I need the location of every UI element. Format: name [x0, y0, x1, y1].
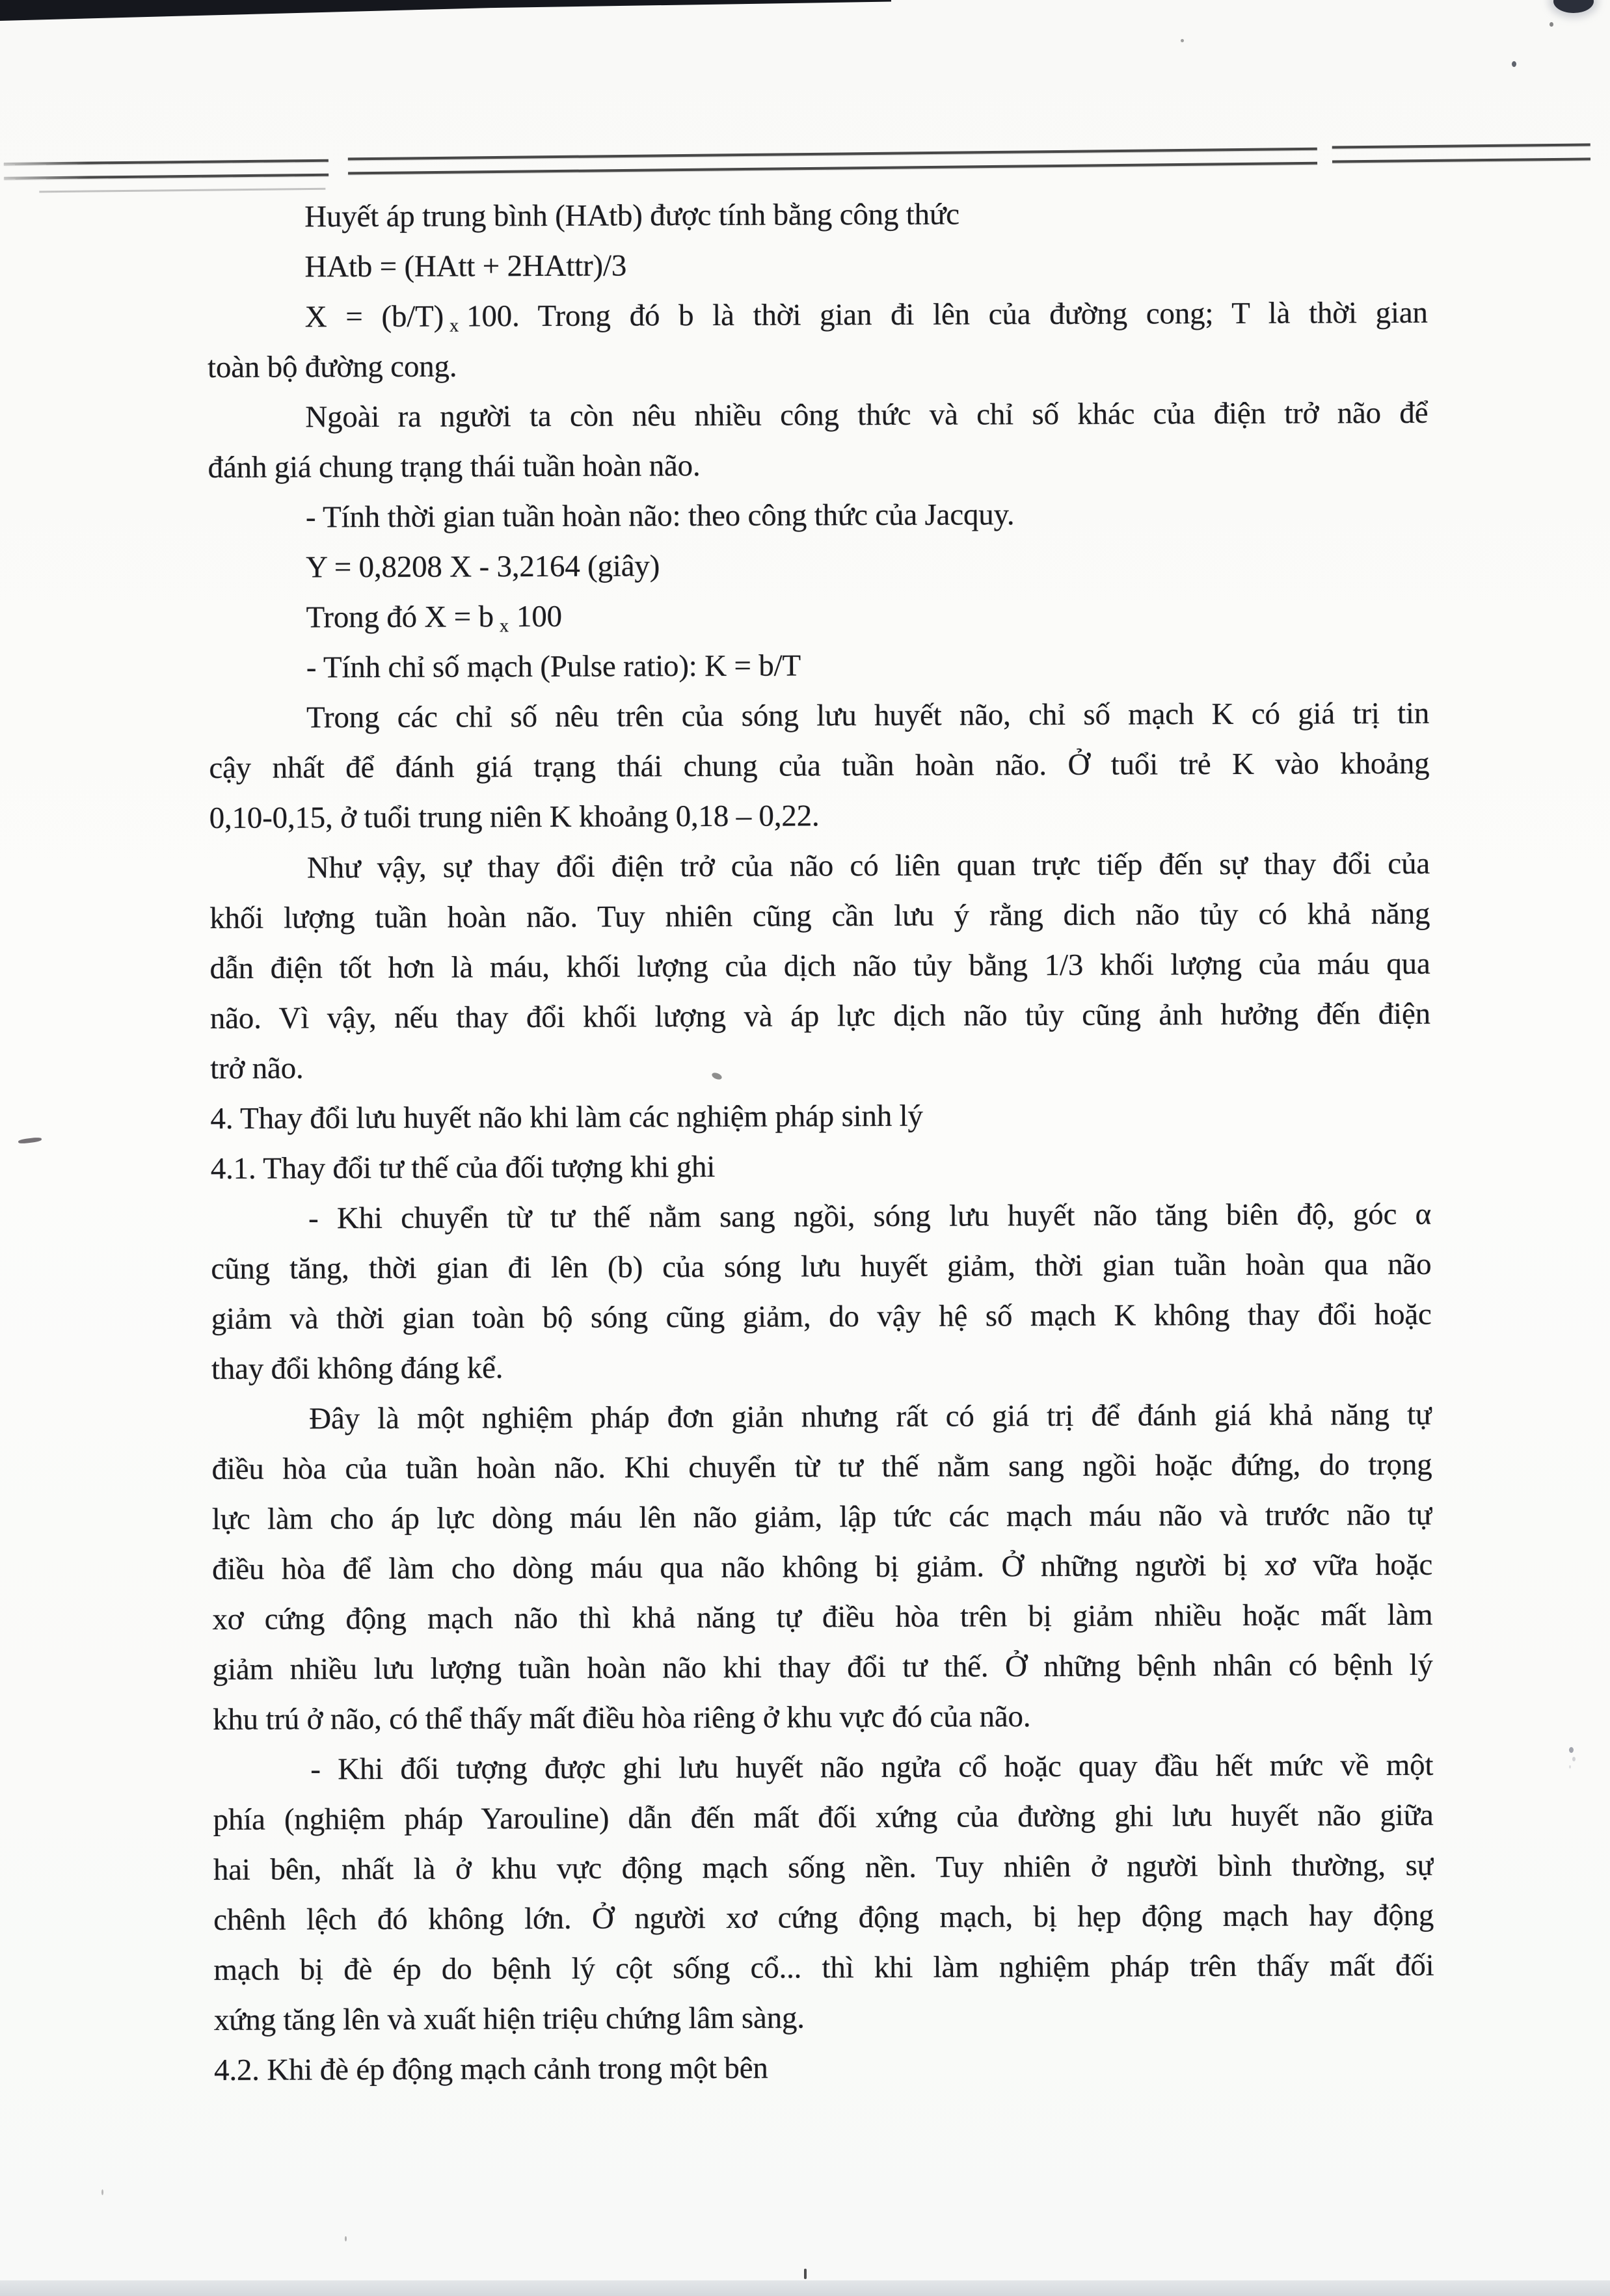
- text-line: cậy nhất để đánh giá trạng thái chung của tuần hoàn não. Ở tuổi trẻ K vào khoảng: [209, 746, 1430, 785]
- text-line: lực làm cho áp lực dòng máu lên não giảm, lập tức các mạch máu não và trước não tự: [211, 1497, 1432, 1536]
- text-line: trở não.: [210, 1051, 304, 1086]
- text-line: dẫn điện tốt hơn là máu, khối lượng của dịch não tủy bằng 1/3 khối lượng của máu qua: [209, 946, 1430, 985]
- text-line: - Khi chuyển từ tư thế nằm sang ngồi, sóng lưu huyết não tăng biên độ, góc α: [308, 1197, 1432, 1236]
- scan-speck: [1512, 61, 1516, 67]
- text-line: toàn bộ đường cong.: [207, 349, 457, 384]
- text-line: Huyết áp trung bình (HAtb) được tính bằng công thức: [304, 197, 959, 234]
- text-segment: 100: [516, 599, 562, 634]
- text-line: - Tính chỉ số mạch (Pulse ratio): K = b/T: [306, 648, 801, 685]
- scan-smudge: [18, 1137, 42, 1144]
- text-line: Trong các chỉ số nêu trên của sóng lưu huyết não, chỉ số mạch K có giá trị tin: [306, 696, 1430, 735]
- text-line: Đây là một nghiệm pháp đơn giản nhưng rất có giá trị để đánh giá khả năng tự: [309, 1397, 1432, 1436]
- section-heading: 4.1. Thay đổi tư thế của đối tượng khi ghi: [210, 1150, 716, 1186]
- ruled-line: [4, 159, 329, 165]
- text-line: HAtb = (HAtt + 2HAttr)/3: [304, 248, 627, 284]
- text-line: não. Vì vậy, nếu thay đổi khối lượng và áp lực dịch não tủy cũng ảnh hưởng đến điện: [209, 996, 1430, 1035]
- section-heading: 4. Thay đổi lưu huyết não khi làm các nghiệm pháp sinh lý: [210, 1099, 923, 1136]
- scan-speck: [345, 2236, 347, 2241]
- text-line: Như vậy, sự thay đổi điện trở của não có liên quan trực tiếp đến sự thay đổi của: [306, 846, 1430, 885]
- scan-speck: [1181, 39, 1184, 42]
- text-line: cũng tăng, thời gian đi lên (b) của sóng lưu huyết giảm, thời gian tuần hoàn qua não: [211, 1247, 1432, 1286]
- text-line formula-line: [208, 589, 1429, 643]
- scan-bottom-edge: [0, 2280, 1610, 2296]
- text-line formula-line: Y = 0,8208 X - 3,2164 (giây): [306, 549, 660, 585]
- text-segment: Trong đó X = b: [306, 600, 494, 635]
- ruled-line: [4, 174, 329, 180]
- text-line: khối lượng tuần hoàn não. Tuy nhiên cũng cần lưu ý rằng dich não tủy có khả năng: [209, 896, 1430, 935]
- scan-speck: [1569, 1747, 1574, 1753]
- subscript: x: [499, 616, 509, 637]
- text-line: chênh lệch đó không lớn. Ở người xơ cứng động mạch, bị hẹp động mạch hay động: [213, 1898, 1434, 1937]
- text-segment: X = (b/T): [304, 299, 444, 334]
- text-line: xơ cứng động mạch não thì khả năng tự điều hòa trên bị giảm nhiều hoặc mất làm: [212, 1597, 1433, 1636]
- text-line: thay đổi không đáng kể.: [211, 1351, 503, 1386]
- text-line: xứng tăng lên và xuất hiện triệu chứng lâm sàng.: [213, 2001, 805, 2037]
- text-segment: 100. Trong đó b là thời gian đi lên của đường cong; T là thời gian: [466, 295, 1428, 334]
- text-line: đánh giá chung trạng thái tuần hoàn não.: [208, 449, 701, 485]
- text-line formula-line: [208, 288, 1428, 343]
- document-text-block: [207, 188, 1434, 2096]
- text-line: điều hòa của tuần hoàn não. Khi chuyển từ tư thế nằm sang ngồi hoặc đứng, do trọng: [211, 1447, 1432, 1486]
- text-line: - Khi đối tượng được ghi lưu huyết não ngửa cổ hoặc quay đầu hết mức về một: [310, 1748, 1434, 1787]
- ruled-line: [1332, 157, 1590, 163]
- scan-speck: [804, 2269, 807, 2279]
- text-line: mạch bị đè ép do bệnh lý cột sống cổ... thì khi làm nghiệm pháp trên thấy mất đối: [213, 1948, 1434, 1987]
- text-line: 0,10-0,15, ở tuổi trung niên K khoảng 0,18 – 0,22.: [209, 799, 820, 835]
- text-line: - Tính thời gian tuần hoàn não: theo công thức của Jacquy.: [305, 498, 1015, 535]
- text-line: phía (nghiệm pháp Yarouline) dẫn đến mất đối xứng của đường ghi lưu huyết não giữa: [213, 1798, 1434, 1837]
- text-line: Ngoài ra người ta còn nêu nhiều công thức và chỉ số khác của điện trở não để: [305, 395, 1429, 434]
- ruled-line: [348, 148, 1317, 161]
- text-line: khu trú ở não, có thể thấy mất điều hòa riêng ở khu vực đó của não.: [212, 1700, 1031, 1737]
- text-line: hai bên, nhất là ở khu vực động mạch sống nền. Tuy nhiên ở người bình thường, sự: [213, 1848, 1434, 1887]
- scan-speck: [1550, 22, 1553, 27]
- text-line: giảm và thời gian toàn bộ sóng cũng giảm, do vậy hệ số mạch K không thay đổi hoặc: [211, 1297, 1432, 1336]
- scan-speck: [101, 2189, 103, 2195]
- text-line: giảm nhiều lưu lượng tuần hoàn não khi thay đổi tư thế. Ở những bệnh nhân có bệnh lý: [212, 1648, 1433, 1687]
- ruled-line: [348, 162, 1317, 175]
- text-line: điều hòa để làm cho dòng máu qua não không bị giảm. Ở những người bị xơ vữa hoặc: [212, 1547, 1433, 1586]
- subscript: x: [449, 315, 459, 336]
- section-heading: 4.2. Khi đè ép động mạch cảnh trong một bên: [213, 2051, 768, 2087]
- ruled-line: [1332, 143, 1590, 148]
